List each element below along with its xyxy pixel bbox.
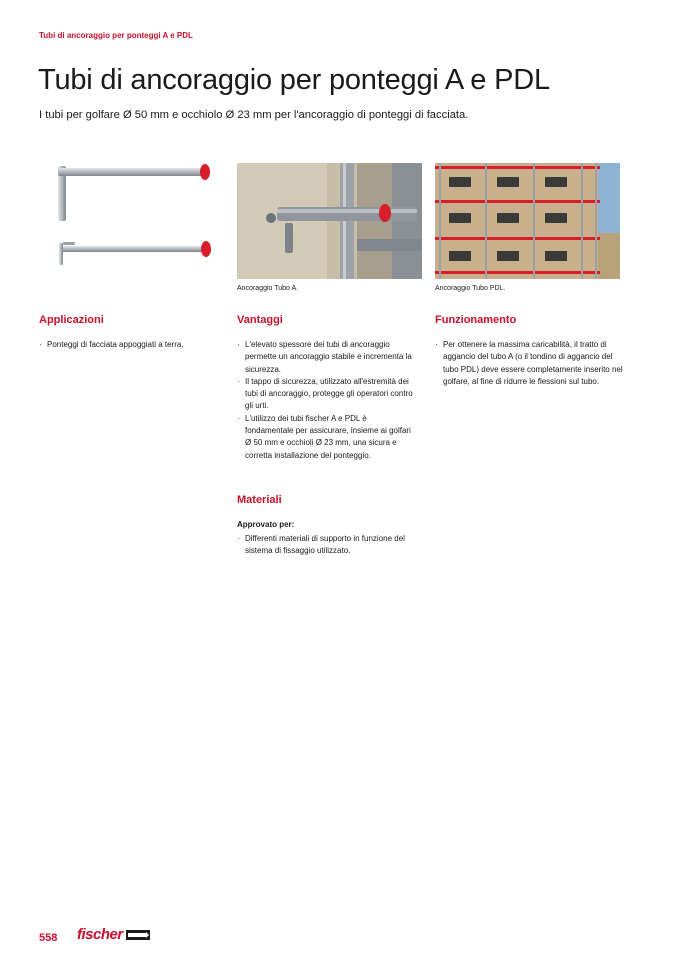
page-subtitle: I tubi per golfare Ø 50 mm e occhiolo Ø 23 mm per l'ancoraggio di ponteggi di facciata. — [39, 109, 469, 121]
breadcrumb: Tubi di ancoraggio per ponteggi A e PDL — [39, 31, 193, 40]
list-item: · Il tappo di sicurezza, utilizzato all'estremità dei tubi di ancoraggio, protegge gli operatori contro gli urti. — [237, 376, 415, 413]
list-item: · L'utilizzo dei tubi fischer A e PDL è fondamentale per assicurare, insieme ai golfari Ø 50 mm e occhioli Ø 23 mm, una sicura e corretta installazione del ponteggio. — [237, 413, 415, 462]
page-title: Tubi di ancoraggio per ponteggi A e PDL — [38, 64, 550, 96]
list-item: · Ponteggi di facciata appoggiati a terra. — [39, 339, 221, 351]
materiali-list — [237, 533, 427, 558]
list-item: · Per ottenere la massima caricabilità, il tratto di aggancio del tubo A (o il tondino di aggancio del tubo PDL) deve essere completamente inserito nel golfare, al fine di ridurre le flessioni sul tubo. — [435, 339, 625, 388]
section-heading-materiali: Materiali — [237, 494, 282, 506]
section-heading-funzionamento: Funzionamento — [435, 314, 517, 326]
applicazioni-list — [39, 339, 221, 351]
list-item: · Differenti materiali di supporto in funzione del sistema di fissaggio utilizzato. — [237, 533, 427, 558]
photo-anchoring-tube-a — [237, 163, 422, 279]
photo2-caption: Ancoraggio Tubo PDL. — [435, 285, 506, 292]
section-heading-applicazioni: Applicazioni — [39, 314, 104, 326]
funzionamento-list — [435, 339, 625, 388]
fischer-logo — [77, 926, 150, 943]
materiali-subheading: Approvato per: — [237, 520, 295, 529]
photo-anchoring-tube-pdl — [435, 163, 620, 279]
brand-anchor-icon — [126, 930, 150, 940]
vantaggi-list — [237, 339, 415, 462]
page-number: 558 — [39, 932, 58, 944]
brand-name: fischer — [77, 926, 123, 943]
anchor-tubes-product-image — [39, 160, 225, 276]
section-heading-vantaggi: Vantaggi — [237, 314, 283, 326]
photo1-caption: Ancoraggio Tubo A. — [237, 285, 299, 292]
list-item: · L'elevato spessore dei tubi di ancoraggio permette un ancoraggio stabile e incrementa la sicurezza. — [237, 339, 415, 376]
